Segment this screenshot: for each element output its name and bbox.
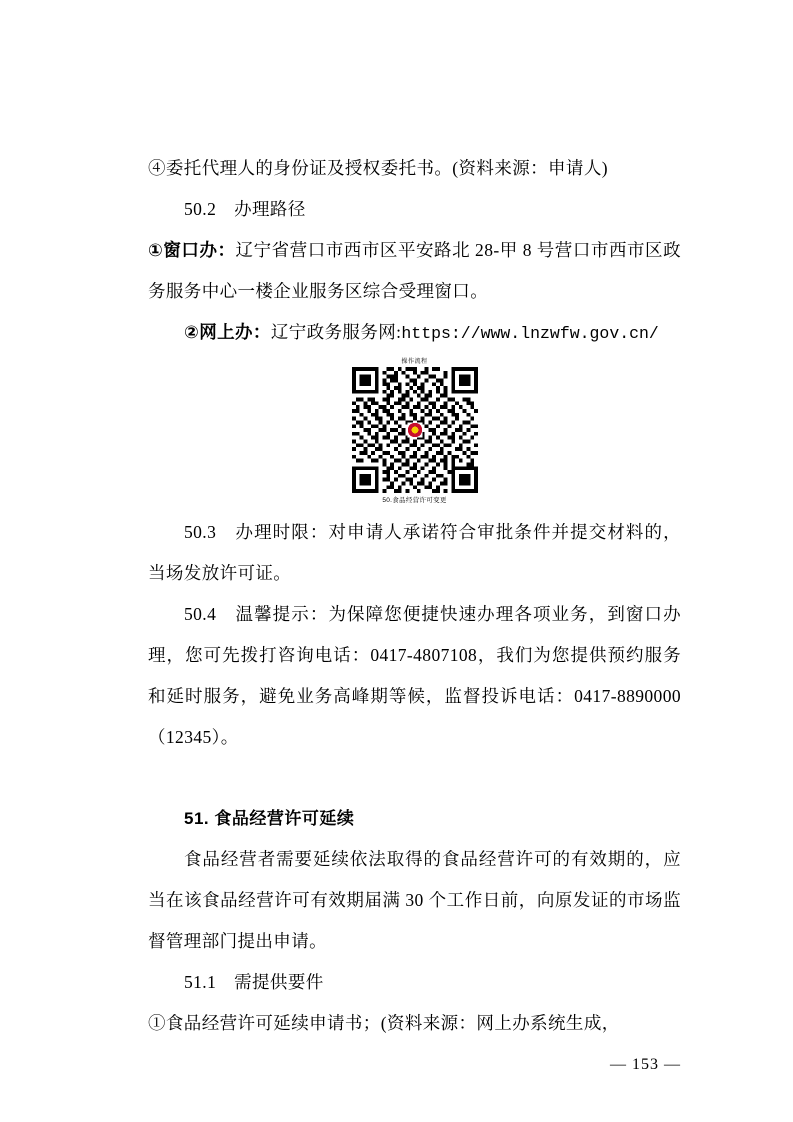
qr-code-image — [352, 367, 478, 493]
paragraph-section-50-2-title: 50.2 办理路径 — [184, 199, 306, 219]
page-number: — 153 — — [610, 1056, 681, 1073]
paragraph-window-service — [148, 230, 681, 312]
qr-code-block — [148, 358, 681, 506]
heading-section-51: 51. 食品经营许可延续 — [184, 809, 355, 828]
qr-caption-top: 操作流程 — [401, 359, 428, 365]
window-service-label: ①窗口办： — [148, 240, 236, 260]
paragraph-online-service — [148, 312, 681, 354]
paragraph-section-50-4: 50.4 温馨提示：为保障您便捷快速办理各项业务，到窗口办理，您可先拨打咨询电话：0417-4807108，我们为您提供预约服务和延时服务，避免业务高峰期等候，监督投诉电话：0417-8890000（12345）。 — [148, 604, 681, 747]
paragraph-section-51-intro: 食品经营者需要延续依法取得的食品经营许可的有效期的，应当在该食品经营许可有效期届满 30 个工作日前，向原发证的市场监督管理部门提出申请。 — [148, 849, 681, 951]
window-service-address: 辽宁省营口市西市区平安路北 28-甲 8 号营口市西市区政务服务中心一楼企业服务区综合受理窗口。 — [148, 240, 681, 301]
paragraph-section-50-3: 50.3 办理时限：对申请人承诺符合审批条件并提交材料的，当场发放许可证。 — [148, 522, 681, 583]
online-service-name: 辽宁政务服务网: — [270, 322, 402, 342]
online-service-label: ②网上办： — [184, 322, 271, 342]
section-spacer — [148, 758, 681, 798]
online-service-url[interactable]: https://www.lnzwfw.gov.cn/ — [401, 324, 659, 343]
paragraph-section-51-1-title: 51.1 需提供要件 — [184, 972, 324, 992]
paragraph-item-4-materials: ④委托代理人的身份证及授权委托书。(资料来源：申请人) — [148, 158, 608, 178]
qr-caption-bottom: 50.食品经营许可变更 — [382, 497, 447, 504]
paragraph-section-51-1-item-1: ①食品经营许可延续申请书；(资料来源：网上办系统生成， — [148, 1013, 620, 1033]
